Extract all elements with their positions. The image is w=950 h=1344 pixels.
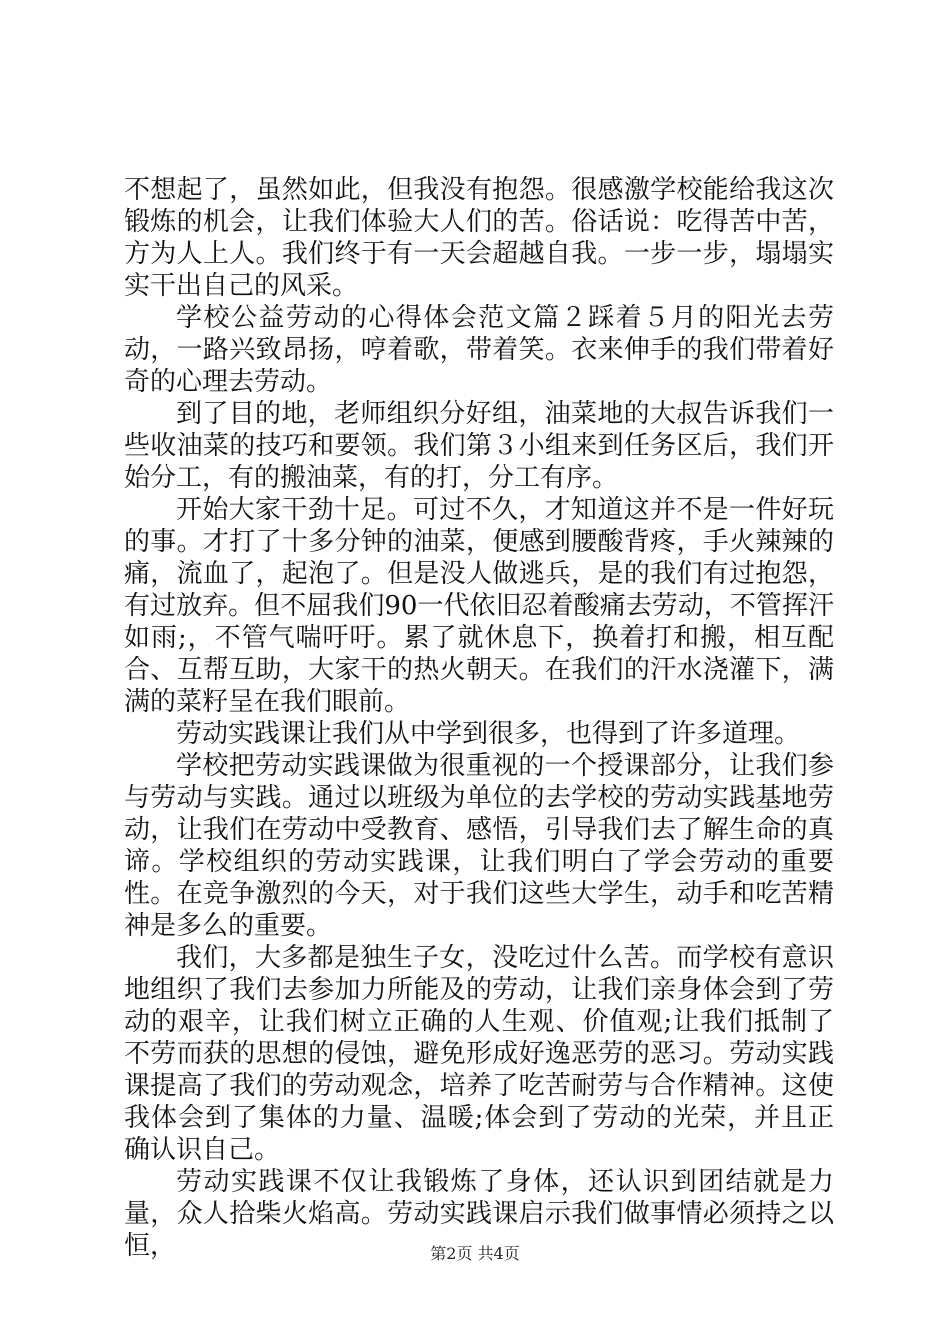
paragraph-7: 我们，大多都是独生子女，没吃过什么苦。而学校有意识地组织了我们去参加力所能及的劳动，让我们亲身体会到了劳动的艰辛，让我们树立正确的人生观、价值观;让我们抵制了不劳而获的思想的侵蚀，避免形成好逸恶劳的恶习。劳动实践课提高了我们的劳动观念，培养了吃苦耐劳与合作精神。这使我体会到了集体的力量、温暖;体会到了劳动的光荣，并且正确认识自己。 [124,943,834,1165]
paragraph-8: 劳动实践课不仅让我锻炼了身体，还认识到团结就是力量，众人拾柴火焰高。劳动实践课启示我们做事情必须持之以恒， [124,1167,834,1261]
paragraph-5: 劳动实践课让我们从中学到很多，也得到了许多道理。 [176,719,801,749]
paragraph-6: 学校把劳动实践课做为很重视的一个授课部分，让我们参与劳动与实践。通过以班级为单位的去学校的劳动实践基地劳动，让我们在劳动中受教育、感悟，引导我们去了解生命的真谛。学校组织的劳动实践课，让我们明白了学会劳动的重要性。在竞争激烈的今天，对于我们这些大学生，动手和吃苦精神是多么的重要。 [124,751,834,941]
page-footer [0,1244,950,1264]
page-number: 第2页 共4页 [430,1244,520,1263]
document-body [124,174,834,1262]
paragraph-2: 学校公益劳动的心得体会范文篇２踩着５月的阳光去劳动，一路兴致昂扬，哼着歌，带着笑。衣来伸手的我们带着好奇的心理去劳动。 [124,303,834,397]
paragraph-3: 到了目的地，老师组织分好组，油菜地的大叔告诉我们一些收油菜的技巧和要领。我们第３小组来到任务区后，我们开始分工，有的搬油菜，有的打，分工有序。 [124,399,834,493]
paragraph-4: 开始大家干劲十足。可过不久，才知道这并不是一件好玩的事。才打了十多分钟的油菜，便感到腰酸背疼，手火辣辣的痛，流血了，起泡了。但是没人做逃兵，是的我们有过抱怨，有过放弃。但不屈我们90一代依旧忍着酸痛去劳动，不管挥汗如雨;，不管气喘吁吁。累了就休息下，换着打和搬，相互配合、互帮互助，大家干的热火朝天。在我们的汗水浇灌下，满满的菜籽呈在我们眼前。 [124,495,834,717]
paragraph-1: 不想起了，虽然如此，但我没有抱怨。很感激学校能给我这次锻炼的机会，让我们体验大人们的苦。俗话说：吃得苦中苦，方为人上人。我们终于有一天会超越自我。一步一步，塌塌实实干出自己的风采。 [124,175,834,301]
